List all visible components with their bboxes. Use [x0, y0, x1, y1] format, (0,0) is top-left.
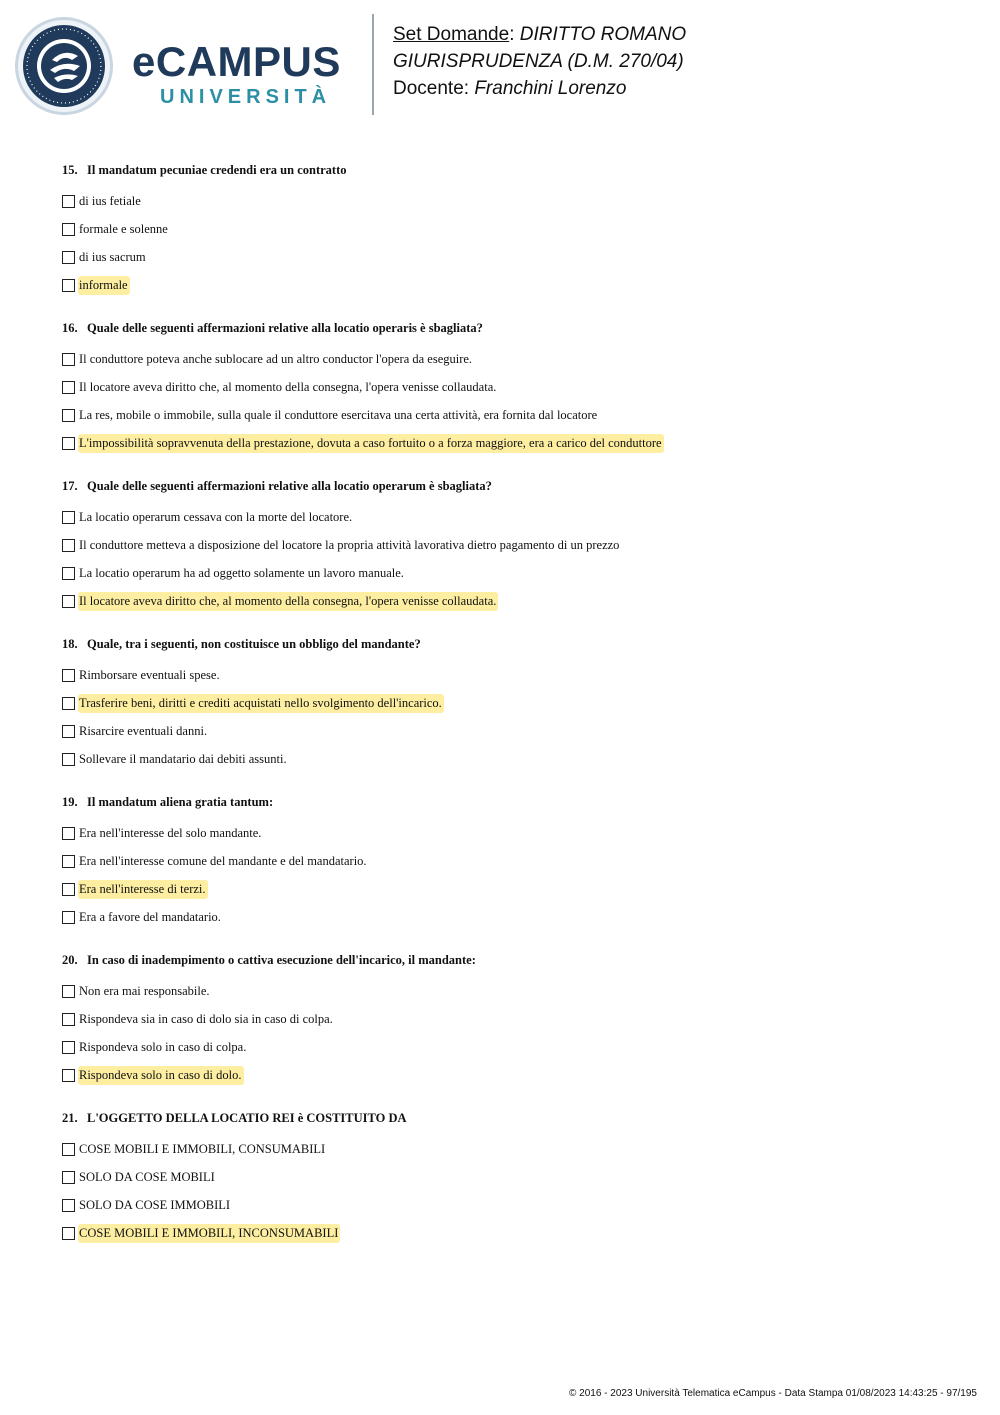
answer-checkbox[interactable]: [62, 1069, 75, 1082]
answer-option[interactable]: [62, 271, 962, 299]
answer-text-correct: Trasferire beni, diritti e crediti acquistati nello svolgimento dell'incarico.: [78, 694, 444, 713]
answer-text: Era nell'interesse comune del mandante e del mandatario.: [79, 853, 367, 868]
answer-checkbox[interactable]: [62, 911, 75, 924]
answer-text: Rispondeva solo in caso di colpa.: [79, 1039, 247, 1054]
answer-checkbox[interactable]: [62, 1199, 75, 1212]
question-item: [62, 635, 962, 773]
question-item: [62, 319, 962, 457]
question-item: [62, 951, 962, 1089]
answer-checkbox[interactable]: [62, 223, 75, 236]
question-number: 21.: [62, 1111, 78, 1125]
answer-checkbox[interactable]: [62, 855, 75, 868]
set-label: Set Domande: [393, 24, 510, 45]
question-number: 20.: [62, 953, 78, 967]
header-info: [393, 21, 686, 102]
answer-text: di ius fetiale: [79, 193, 141, 208]
answer-option[interactable]: [62, 503, 962, 531]
answer-checkbox[interactable]: [62, 251, 75, 264]
answer-option[interactable]: [62, 1135, 962, 1163]
answer-text-correct: L'impossibilità sopravvenuta della prestazione, dovuta a caso fortuito o a forza maggiore, era a carico del conduttore: [78, 434, 664, 453]
answer-option[interactable]: [62, 1033, 962, 1061]
answer-option[interactable]: [62, 689, 962, 717]
question-title: [62, 319, 962, 338]
answer-text: Il conduttore metteva a disposizione del locatore la propria attività lavorativa dietro pagamento di un prezzo: [79, 537, 620, 552]
answer-text-correct: Rispondeva solo in caso di dolo.: [78, 1066, 244, 1085]
teacher-line: [393, 75, 686, 102]
answer-option[interactable]: [62, 819, 962, 847]
answer-text-correct: Il locatore aveva diritto che, al momento della consegna, l'opera venisse collaudata.: [78, 592, 498, 611]
answer-text: di ius sacrum: [79, 249, 146, 264]
answer-checkbox[interactable]: [62, 985, 75, 998]
answer-checkbox[interactable]: [62, 279, 75, 292]
answer-option[interactable]: [62, 531, 962, 559]
answer-checkbox[interactable]: [62, 669, 75, 682]
question-number: 18.: [62, 637, 78, 651]
answer-checkbox[interactable]: [62, 409, 75, 422]
question-list: [62, 161, 962, 1267]
answer-option[interactable]: [62, 661, 962, 689]
answer-option[interactable]: [62, 903, 962, 931]
question-text: Quale, tra i seguenti, non costituisce un obbligo del mandante?: [87, 637, 421, 651]
answer-text-correct: COSE MOBILI E IMMOBILI, INCONSUMABILI: [78, 1224, 340, 1243]
answer-option[interactable]: [62, 215, 962, 243]
brand-logo: [132, 40, 341, 110]
answer-checkbox[interactable]: [62, 511, 75, 524]
answer-option[interactable]: [62, 1005, 962, 1033]
question-item: [62, 477, 962, 615]
answer-option[interactable]: [62, 1061, 962, 1089]
question-item: [62, 793, 962, 931]
question-item: [62, 161, 962, 299]
answer-text: La locatio operarum ha ad oggetto solamente un lavoro manuale.: [79, 565, 404, 580]
answer-checkbox[interactable]: [62, 595, 75, 608]
answer-checkbox[interactable]: [62, 883, 75, 896]
answer-option[interactable]: [62, 717, 962, 745]
question-item: [62, 1109, 962, 1247]
answer-checkbox[interactable]: [62, 1013, 75, 1026]
question-title: [62, 793, 962, 812]
answer-option[interactable]: [62, 373, 962, 401]
answer-checkbox[interactable]: [62, 725, 75, 738]
program-name: GIURISPRUDENZA (D.M. 270/04): [393, 51, 684, 72]
answer-checkbox[interactable]: [62, 1041, 75, 1054]
answer-option[interactable]: [62, 429, 962, 457]
answer-checkbox[interactable]: [62, 381, 75, 394]
question-text: Il mandatum pecuniae credendi era un contratto: [87, 163, 347, 177]
answer-text: Non era mai responsabile.: [79, 983, 210, 998]
answer-text: Il locatore aveva diritto che, al momento della consegna, l'opera venisse collaudata.: [79, 379, 497, 394]
answer-option[interactable]: [62, 1163, 962, 1191]
ecampus-seal-logo: [14, 16, 114, 116]
answer-text: SOLO DA COSE MOBILI: [79, 1169, 215, 1184]
answer-text: Era nell'interesse del solo mandante.: [79, 825, 262, 840]
teacher-name: Franchini Lorenzo: [474, 78, 627, 99]
question-title: [62, 635, 962, 654]
answer-option[interactable]: [62, 847, 962, 875]
answer-checkbox[interactable]: [62, 195, 75, 208]
answer-text-correct: Era nell'interesse di terzi.: [78, 880, 208, 899]
answer-checkbox[interactable]: [62, 567, 75, 580]
answer-checkbox[interactable]: [62, 753, 75, 766]
course-line: Set Domande: DIRITTO ROMANO: [393, 24, 687, 45]
question-text: Quale delle seguenti affermazioni relative alla locatio operarum è sbagliata?: [87, 479, 492, 493]
question-title: [62, 1109, 962, 1128]
answer-checkbox[interactable]: [62, 539, 75, 552]
question-title: [62, 477, 962, 496]
answer-text: Sollevare il mandatario dai debiti assunti.: [79, 751, 287, 766]
answer-text: Risarcire eventuali danni.: [79, 723, 208, 738]
header-divider: [372, 14, 374, 115]
answer-option[interactable]: [62, 345, 962, 373]
teacher-label: Docente:: [393, 78, 470, 99]
answer-text: La locatio operarum cessava con la morte del locatore.: [79, 509, 353, 524]
answer-option[interactable]: [62, 745, 962, 773]
answer-checkbox[interactable]: [62, 437, 75, 450]
answer-text-correct: informale: [78, 276, 130, 295]
answer-checkbox[interactable]: [62, 1143, 75, 1156]
question-title: [62, 161, 962, 180]
question-number: 17.: [62, 479, 78, 493]
page-header: [0, 0, 1000, 130]
course-name: DIRITTO ROMANO: [519, 24, 687, 45]
program-line: [393, 48, 686, 75]
brand-name: eCAMPUS: [132, 38, 341, 85]
answer-text: La res, mobile o immobile, sulla quale il conduttore esercitava una certa attività, era fornita dal locatore: [79, 407, 598, 422]
page-footer: © 2016 - 2023 Università Telematica eCampus - Data Stampa 01/08/2023 14:43:25 - 97/195: [569, 1388, 977, 1399]
answer-checkbox[interactable]: [62, 1227, 75, 1240]
answer-text: COSE MOBILI E IMMOBILI, CONSUMABILI: [79, 1141, 326, 1156]
answer-option[interactable]: [62, 401, 962, 429]
answer-checkbox[interactable]: [62, 697, 75, 710]
question-number: 16.: [62, 321, 78, 335]
brand-subtitle: UNIVERSITÀ: [160, 86, 332, 108]
question-text: Quale delle seguenti affermazioni relative alla locatio operaris è sbagliata?: [87, 321, 483, 335]
answer-option[interactable]: [62, 187, 962, 215]
answer-text: Rimborsare eventuali spese.: [79, 667, 220, 682]
answer-checkbox[interactable]: [62, 1171, 75, 1184]
answer-text: Era a favore del mandatario.: [79, 909, 221, 924]
answer-option[interactable]: [62, 977, 962, 1005]
question-number: 19.: [62, 795, 78, 809]
answer-option[interactable]: [62, 243, 962, 271]
question-text: L'OGGETTO DELLA LOCATIO REI è COSTITUITO DA: [87, 1111, 407, 1125]
answer-text: Rispondeva sia in caso di dolo sia in caso di colpa.: [79, 1011, 333, 1026]
answer-checkbox[interactable]: [62, 353, 75, 366]
answer-checkbox[interactable]: [62, 827, 75, 840]
answer-text: SOLO DA COSE IMMOBILI: [79, 1197, 231, 1212]
question-number: 15.: [62, 163, 78, 177]
question-text: In caso di inadempimento o cattiva esecuzione dell'incarico, il mandante:: [87, 953, 476, 967]
question-text: Il mandatum aliena gratia tantum:: [87, 795, 274, 809]
question-title: [62, 951, 962, 970]
answer-option[interactable]: [62, 1191, 962, 1219]
answer-text: formale e solenne: [79, 221, 168, 236]
answer-option[interactable]: [62, 559, 962, 587]
answer-text: Il conduttore poteva anche sublocare ad un altro conductor l'opera da eseguire.: [79, 351, 473, 366]
answer-option[interactable]: [62, 587, 962, 615]
answer-option[interactable]: [62, 875, 962, 903]
answer-option[interactable]: [62, 1219, 962, 1247]
